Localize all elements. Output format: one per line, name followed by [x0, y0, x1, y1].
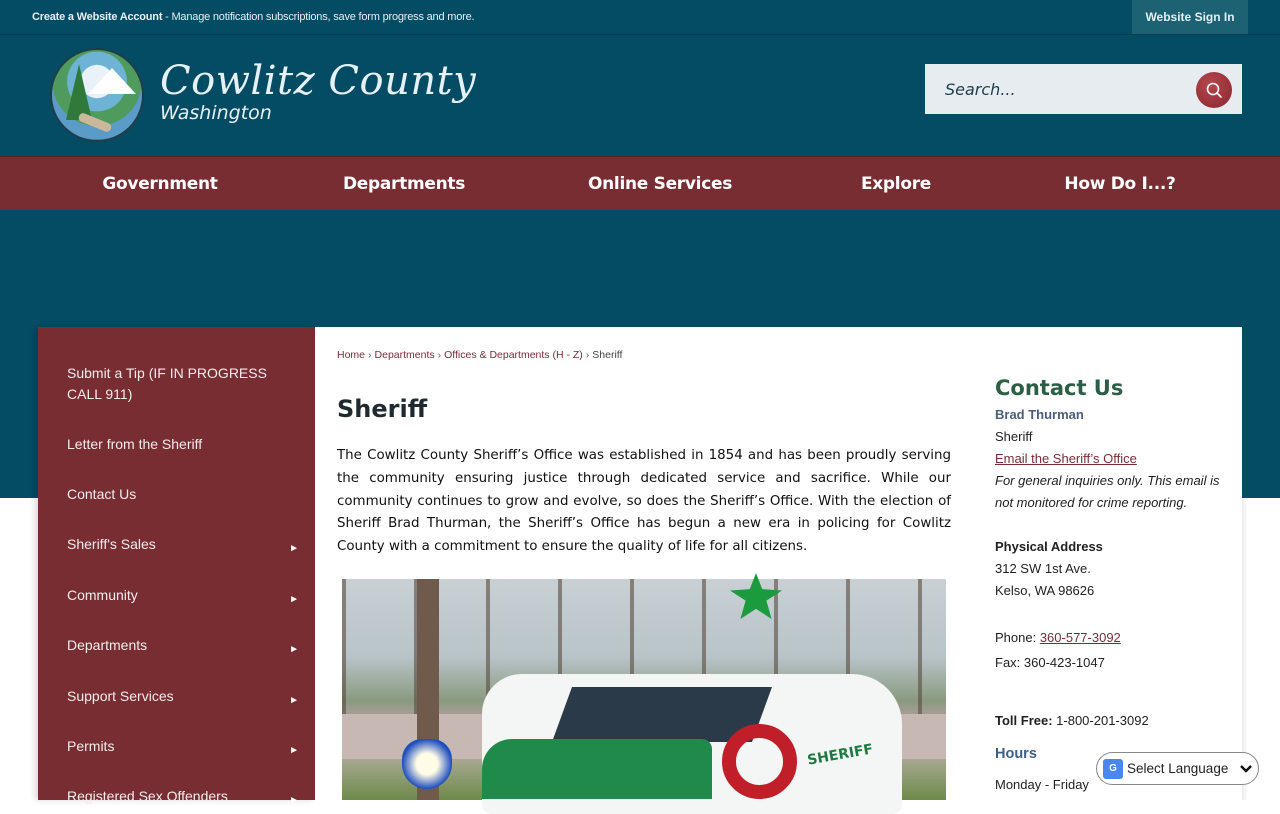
google-translate-icon: G: [1103, 759, 1123, 779]
chevron-down-icon: [1240, 762, 1252, 776]
sidebar-item-label: Submit a Tip (IF IN PROGRESS CALL 911): [67, 365, 267, 402]
sidebar-item-label: Community: [67, 587, 138, 603]
email-note: For general inquiries only. This email is not monitored for crime reporting.: [995, 473, 1220, 510]
page-title: Sheriff: [337, 395, 428, 423]
submenu-arrow-icon[interactable]: ►: [289, 795, 299, 806]
intro-paragraph: The Cowlitz County Sheriff’s Office was established in 1854 and has been proudly serving the community ensuring justice through dedicated service and sacrifice. While our community continues to grow and evolve, so does the Sheriff’s Office. With the election of Sheriff Brad Thurman, the Sheriff’s Office has begun a new era in policing for Cowlitz County with a commitment to ensure the quality of life for all citizens.: [337, 448, 951, 555]
sidebar-item-letter-from-sheriff[interactable]: [38, 434, 315, 455]
email-sheriff-link[interactable]: Email the Sheriff’s Office: [995, 451, 1137, 466]
submenu-arrow-icon[interactable]: ►: [289, 644, 299, 655]
breadcrumb-separator: ›: [585, 349, 590, 361]
hours-days: Monday - Friday: [995, 777, 1089, 792]
vehicle-hood: [482, 739, 712, 799]
submenu-arrow-icon[interactable]: ►: [289, 745, 299, 756]
submenu-arrow-icon[interactable]: ►: [289, 695, 299, 706]
red-wreath: [722, 724, 797, 799]
nav-departments[interactable]: Departments: [342, 174, 466, 194]
toll-free-number: 1-800-201-3092: [1052, 713, 1149, 728]
nav-government[interactable]: Government: [102, 174, 218, 194]
site-subtitle: Washington: [160, 102, 272, 124]
nav-explore[interactable]: Explore: [860, 174, 932, 194]
phone-link[interactable]: 360-577-3092: [1039, 630, 1121, 645]
sidebar-item-label: Letter from the Sheriff: [67, 436, 203, 452]
sidebar-item-label: Support Services: [67, 688, 174, 704]
breadcrumb-separator: ›: [437, 349, 442, 361]
sidebar-item-sheriffs-sales[interactable]: [38, 534, 315, 555]
sheriff-vehicle-memorial-photo: [342, 579, 946, 800]
search-box: [925, 64, 1242, 114]
nav-how-do-i[interactable]: How Do I...?: [1064, 174, 1176, 194]
create-account-link[interactable]: Create a Website Account: [32, 11, 163, 23]
create-account-text: [32, 11, 474, 23]
toll-free-row: [995, 710, 1225, 732]
nav-online-services[interactable]: Online Services: [587, 174, 733, 194]
phone-row: [995, 627, 1225, 649]
breadcrumb: [337, 349, 622, 361]
sidebar-item-contact-us[interactable]: [38, 484, 315, 505]
search-icon: [1205, 81, 1223, 99]
select-language-dropdown[interactable]: [1096, 752, 1259, 785]
address-line-1: 312 SW 1st Ave.: [995, 561, 1091, 576]
website-sign-in-button[interactable]: Website Sign In: [1132, 0, 1248, 34]
tree-graphic: [66, 64, 92, 120]
sidebar-item-label: Registered Sex Offenders: [67, 788, 228, 804]
top-bar: [0, 0, 1280, 35]
phone-label: Phone:: [995, 630, 1040, 645]
fax: Fax: 360-423-1047: [995, 655, 1105, 670]
sidebar-menu: [38, 327, 315, 806]
select-language-label: Select Language: [1127, 761, 1229, 776]
sidebar-item-registered-sex-offenders[interactable]: [38, 786, 315, 807]
hours-heading: Hours: [995, 746, 1037, 762]
sidebar-item-departments[interactable]: [38, 635, 315, 656]
sidebar-item-community[interactable]: [38, 585, 315, 606]
search-input[interactable]: [925, 64, 1185, 114]
site-title[interactable]: Cowlitz County: [160, 58, 477, 104]
breadcrumb-home[interactable]: Home: [337, 349, 366, 361]
breadcrumb-separator: ›: [368, 349, 372, 361]
sidebar-item-submit-tip[interactable]: [38, 363, 315, 405]
physical-address-label: Physical Address: [995, 539, 1103, 554]
vehicle-sheriff-decal: SHERIFF: [806, 741, 875, 769]
main-navigation: [0, 156, 1280, 210]
county-seal-logo[interactable]: [50, 48, 144, 142]
toll-free-label: Toll Free:: [995, 713, 1053, 728]
contact-heading: Contact Us: [995, 376, 1124, 400]
breadcrumb-offices-departments[interactable]: Offices & Departments (H - Z): [444, 349, 583, 361]
sidebar-item-label: Permits: [67, 738, 115, 754]
submenu-arrow-icon[interactable]: ►: [289, 543, 299, 554]
breadcrumb-departments[interactable]: Departments: [374, 349, 435, 361]
contact-name: Brad Thurman: [995, 407, 1084, 422]
contact-title: Sheriff: [995, 429, 1033, 444]
sidebar-item-label: Contact Us: [67, 486, 137, 502]
search-button[interactable]: [1196, 72, 1232, 108]
contact-us-panel: [995, 374, 1225, 796]
log-graphic: [78, 112, 113, 133]
sidebar-item-label: Sheriff's Sales: [67, 536, 156, 552]
sidebar-item-support-services[interactable]: [38, 686, 315, 707]
sidebar-item-label: Departments: [67, 637, 148, 653]
blue-flower-arrangement: [402, 739, 452, 789]
create-account-description: - Manage notification subscriptions, save form progress and more.: [162, 11, 475, 23]
address-line-2: Kelso, WA 98626: [995, 583, 1095, 598]
mountain-graphic: [88, 68, 136, 94]
sidebar-item-permits[interactable]: [38, 736, 315, 757]
breadcrumb-current: Sheriff: [592, 349, 623, 361]
submenu-arrow-icon[interactable]: ►: [289, 594, 299, 605]
